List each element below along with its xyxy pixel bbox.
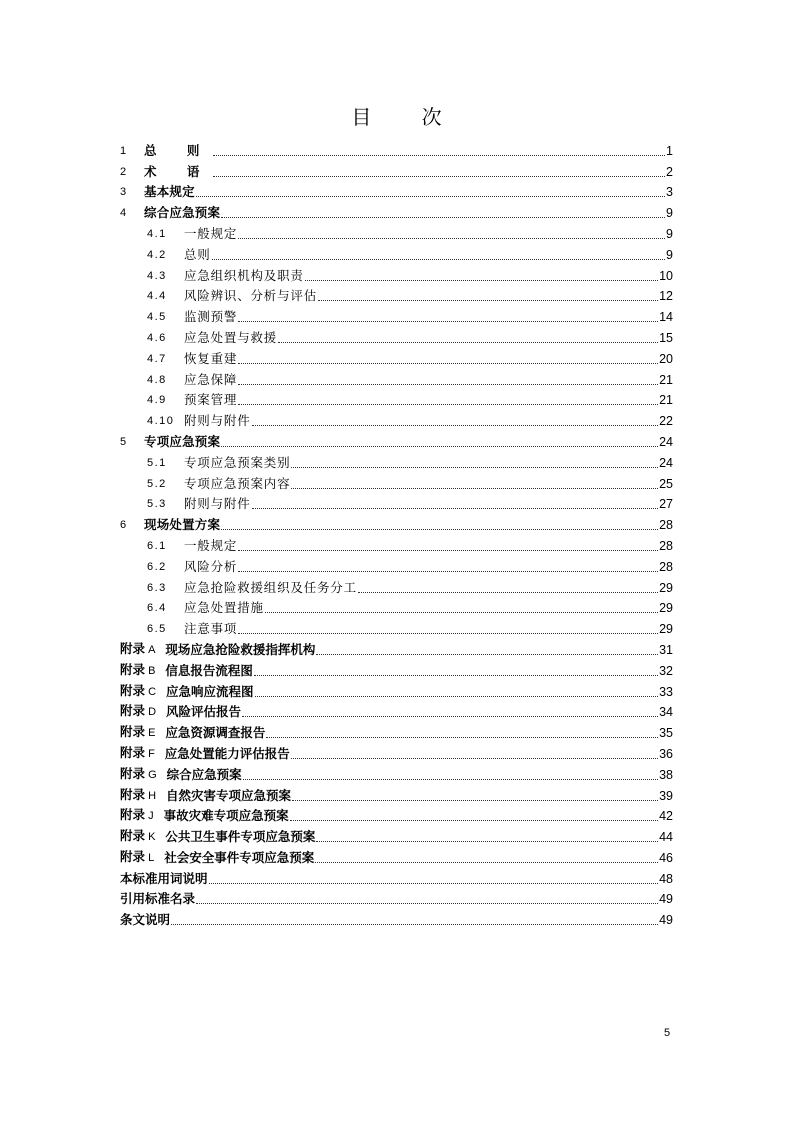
toc-entry-label bbox=[147, 247, 211, 263]
toc-entry-page: 21 bbox=[659, 372, 673, 387]
toc-entry-title: 基本规定 bbox=[144, 184, 195, 200]
toc-entry[interactable] bbox=[120, 325, 673, 346]
toc-entry-number: 5.2 bbox=[147, 477, 167, 490]
toc-entry-number bbox=[120, 641, 155, 658]
toc-entry-number: 4.4 bbox=[147, 290, 167, 303]
toc-entry-label bbox=[147, 288, 317, 304]
toc-entry[interactable] bbox=[120, 242, 673, 263]
toc-entry-page: 15 bbox=[659, 330, 673, 345]
toc-entry-page: 28 bbox=[659, 559, 673, 574]
toc-entry-title: 条文说明 bbox=[120, 912, 171, 928]
toc-entry-page: 29 bbox=[659, 622, 673, 637]
toc-entry-title: 事故灾难专项应急预案 bbox=[163, 808, 289, 824]
toc-entry-label bbox=[147, 621, 237, 637]
toc-entry-page: 3 bbox=[666, 185, 673, 200]
toc-entry-title: 应急资源调查报告 bbox=[165, 725, 266, 741]
dot-leader bbox=[238, 394, 658, 405]
toc-entry-page: 44 bbox=[659, 830, 673, 845]
toc-entry-number bbox=[120, 745, 155, 762]
toc-entry-page: 36 bbox=[659, 746, 673, 761]
toc-entry-label bbox=[120, 891, 195, 907]
toc-entry-label bbox=[120, 703, 241, 720]
dot-leader bbox=[221, 207, 665, 218]
toc-entry-number: 6.1 bbox=[147, 539, 167, 552]
toc-entry-label bbox=[120, 849, 314, 866]
toc-entry-title: 一般规定 bbox=[184, 537, 238, 553]
toc-entry[interactable] bbox=[120, 304, 673, 325]
toc-entry-number: 6 bbox=[120, 519, 127, 532]
toc-entry-page: 49 bbox=[659, 913, 673, 928]
toc-entry-page: 9 bbox=[666, 206, 673, 221]
toc-entry-page: 24 bbox=[659, 434, 673, 449]
dot-leader bbox=[252, 498, 659, 509]
toc-entry-label bbox=[147, 455, 290, 471]
toc-entry-page: 28 bbox=[659, 538, 673, 553]
table-of-contents bbox=[120, 138, 673, 928]
toc-entry[interactable] bbox=[120, 658, 673, 679]
toc-entry-title: 应急组织机构及职责 bbox=[184, 267, 304, 283]
toc-entry-page: 28 bbox=[659, 518, 673, 533]
toc-entry-label bbox=[147, 559, 237, 575]
toc-entry-label bbox=[120, 164, 212, 180]
dot-leader bbox=[213, 166, 665, 177]
dot-leader bbox=[305, 270, 658, 281]
toc-entry-number: 5 bbox=[120, 435, 127, 448]
toc-entry-label bbox=[120, 912, 170, 928]
toc-entry-title: 信息报告流程图 bbox=[165, 662, 253, 678]
toc-entry-label bbox=[147, 600, 264, 616]
toc-entry[interactable] bbox=[120, 700, 673, 721]
toc-entry-page: 25 bbox=[659, 476, 673, 491]
toc-entry-number: 4 bbox=[120, 207, 127, 220]
toc-entry-label bbox=[147, 351, 237, 367]
toc-entry-title: 总 则 bbox=[144, 142, 213, 158]
toc-entry-page: 9 bbox=[666, 226, 673, 241]
appendix-prefix: 附录 bbox=[120, 704, 146, 719]
toc-entry-number bbox=[120, 849, 154, 866]
toc-entry[interactable] bbox=[120, 616, 673, 637]
dot-leader bbox=[318, 290, 658, 301]
appendix-prefix: 附录 bbox=[120, 808, 146, 823]
page-title: 目 次 bbox=[351, 105, 464, 129]
appendix-prefix: 附录 bbox=[120, 787, 146, 802]
toc-entry-label bbox=[120, 871, 208, 887]
toc-entry-label bbox=[147, 580, 357, 596]
appendix-prefix: 附录 bbox=[120, 662, 146, 677]
toc-entry-label bbox=[120, 807, 289, 824]
toc-entry[interactable] bbox=[120, 907, 673, 928]
toc-entry-page: 49 bbox=[659, 892, 673, 907]
toc-entry-page: 31 bbox=[659, 642, 673, 657]
toc-entry-label bbox=[120, 143, 212, 159]
toc-entry-number: 4.8 bbox=[147, 373, 167, 386]
toc-entry[interactable] bbox=[120, 554, 673, 575]
toc-entry-page: 20 bbox=[659, 351, 673, 366]
toc-entry[interactable] bbox=[120, 450, 673, 471]
toc-entry-number bbox=[120, 766, 157, 783]
toc-entry-title: 风险分析 bbox=[184, 558, 238, 574]
toc-entry[interactable] bbox=[120, 596, 673, 617]
dot-leader bbox=[316, 644, 658, 655]
toc-entry-number: 4.6 bbox=[147, 331, 167, 344]
toc-entry-page: 10 bbox=[659, 268, 673, 283]
dot-leader bbox=[212, 249, 665, 260]
appendix-letter: G bbox=[145, 768, 157, 781]
toc-entry-page: 24 bbox=[659, 455, 673, 470]
toc-entry-title: 术 语 bbox=[144, 163, 213, 179]
toc-entry[interactable] bbox=[120, 408, 673, 429]
toc-entry-title: 附则与附件 bbox=[184, 413, 251, 429]
toc-entry[interactable] bbox=[120, 429, 673, 450]
toc-entry[interactable] bbox=[120, 824, 673, 845]
appendix-letter: K bbox=[145, 831, 156, 844]
dot-leader bbox=[238, 311, 658, 322]
toc-entry[interactable] bbox=[120, 720, 673, 741]
appendix-prefix: 附录 bbox=[120, 683, 146, 698]
toc-entry-label bbox=[120, 641, 315, 658]
dot-leader bbox=[238, 623, 658, 634]
toc-entry-title: 恢复重建 bbox=[184, 350, 238, 366]
appendix-letter: F bbox=[145, 747, 155, 760]
toc-entry-page: 1 bbox=[666, 143, 673, 158]
toc-entry[interactable] bbox=[120, 512, 673, 533]
toc-entry-label bbox=[120, 517, 220, 533]
toc-entry-number bbox=[120, 807, 154, 824]
toc-entry-label bbox=[120, 184, 195, 200]
toc-entry[interactable] bbox=[120, 200, 673, 221]
toc-entry-page: 29 bbox=[659, 580, 673, 595]
dot-leader bbox=[316, 831, 658, 842]
toc-entry[interactable] bbox=[120, 221, 673, 242]
toc-entry-page: 33 bbox=[659, 684, 673, 699]
appendix-prefix: 附录 bbox=[120, 641, 146, 656]
dot-leader bbox=[209, 873, 659, 884]
toc-entry-number: 4.9 bbox=[147, 394, 167, 407]
toc-entry-title: 现场应急抢险救援指挥机构 bbox=[165, 641, 316, 657]
toc-entry[interactable] bbox=[120, 783, 673, 804]
toc-entry-title: 自然灾害专项应急预案 bbox=[166, 787, 292, 803]
toc-entry[interactable] bbox=[120, 866, 673, 887]
appendix-letter: L bbox=[145, 851, 155, 864]
dot-leader bbox=[196, 186, 665, 197]
toc-entry-page: 32 bbox=[659, 663, 673, 678]
dot-leader bbox=[291, 478, 658, 489]
toc-entry-number: 6.3 bbox=[147, 581, 167, 594]
appendix-prefix: 附录 bbox=[120, 829, 146, 844]
dot-leader bbox=[252, 415, 659, 426]
toc-entry-page: 34 bbox=[659, 705, 673, 720]
dot-leader bbox=[315, 852, 658, 863]
toc-entry[interactable] bbox=[120, 741, 673, 762]
toc-entry-title: 应急抢险救援组织及任务分工 bbox=[184, 579, 357, 595]
toc-entry-number: 5.1 bbox=[147, 456, 167, 469]
appendix-prefix: 附录 bbox=[120, 745, 146, 760]
dot-leader bbox=[221, 436, 658, 447]
toc-entry[interactable] bbox=[120, 263, 673, 284]
toc-entry-label bbox=[147, 330, 277, 346]
toc-entry-page: 12 bbox=[659, 289, 673, 304]
appendix-letter: J bbox=[145, 810, 154, 823]
toc-entry-page: 42 bbox=[659, 809, 673, 824]
dot-leader bbox=[238, 228, 665, 239]
toc-entry-page: 39 bbox=[659, 788, 673, 803]
toc-entry-label bbox=[147, 226, 237, 242]
toc-entry-page: 29 bbox=[659, 601, 673, 616]
toc-entry[interactable] bbox=[120, 346, 673, 367]
toc-entry-title: 风险辨识、分析与评估 bbox=[184, 288, 318, 304]
toc-entry-page: 27 bbox=[659, 497, 673, 512]
dot-leader bbox=[238, 540, 658, 551]
dot-leader bbox=[292, 790, 658, 801]
dot-leader bbox=[213, 145, 665, 156]
toc-entry[interactable] bbox=[120, 887, 673, 908]
dot-leader bbox=[265, 602, 658, 613]
toc-entry-title: 应急响应流程图 bbox=[166, 683, 254, 699]
toc-entry-number: 4.5 bbox=[147, 311, 167, 324]
appendix-prefix: 附录 bbox=[120, 725, 146, 740]
appendix-prefix: 附录 bbox=[120, 849, 146, 864]
toc-entry-number: 5.3 bbox=[147, 498, 167, 511]
appendix-letter: A bbox=[145, 643, 156, 656]
toc-entry-title: 风险评估报告 bbox=[166, 704, 242, 720]
toc-entry-title: 应急处置与救援 bbox=[184, 329, 278, 345]
toc-entry-number: 6.2 bbox=[147, 560, 167, 573]
toc-entry-title: 专项应急预案类别 bbox=[184, 454, 291, 470]
appendix-letter: B bbox=[145, 664, 156, 677]
toc-entry[interactable] bbox=[120, 367, 673, 388]
dot-leader bbox=[290, 810, 659, 821]
toc-entry-number bbox=[120, 662, 155, 679]
dot-leader bbox=[242, 706, 658, 717]
dot-leader bbox=[254, 665, 658, 676]
appendix-letter: D bbox=[145, 706, 157, 719]
dot-leader bbox=[291, 457, 658, 468]
appendix-letter: E bbox=[145, 727, 156, 740]
dot-leader bbox=[266, 727, 658, 738]
toc-entry-label bbox=[120, 828, 315, 845]
page-number: 5 bbox=[664, 1027, 671, 1039]
toc-entry-title: 总则 bbox=[184, 246, 211, 262]
toc-entry-page: 35 bbox=[659, 726, 673, 741]
toc-entry-label bbox=[147, 476, 290, 492]
dot-leader bbox=[255, 686, 659, 697]
toc-entry-number bbox=[120, 724, 155, 741]
dot-leader bbox=[238, 374, 658, 385]
dot-leader bbox=[291, 748, 658, 759]
toc-entry-page: 46 bbox=[659, 850, 673, 865]
toc-entry[interactable] bbox=[120, 762, 673, 783]
toc-entry-label bbox=[147, 392, 237, 408]
toc-entry-title: 附则与附件 bbox=[184, 496, 251, 512]
toc-entry-label bbox=[147, 372, 237, 388]
toc-entry[interactable] bbox=[120, 637, 673, 658]
toc-entry-title: 监测预警 bbox=[184, 309, 238, 325]
toc-entry-number bbox=[120, 683, 156, 700]
toc-entry-title: 一般规定 bbox=[184, 225, 238, 241]
toc-entry-number: 4.10 bbox=[147, 415, 175, 428]
toc-entry-label bbox=[120, 205, 220, 221]
toc-entry-number: 6.4 bbox=[147, 602, 167, 615]
toc-entry-label bbox=[120, 683, 254, 700]
toc-entry-label bbox=[120, 766, 242, 783]
toc-entry-label bbox=[147, 268, 304, 284]
toc-entry-title: 公共卫生事件专项应急预案 bbox=[165, 829, 316, 845]
toc-entry-number: 3 bbox=[120, 186, 127, 199]
dot-leader bbox=[358, 582, 658, 593]
toc-entry-title: 综合应急预案 bbox=[144, 205, 221, 221]
toc-entry[interactable] bbox=[120, 471, 673, 492]
toc-entry[interactable] bbox=[120, 845, 673, 866]
dot-leader bbox=[278, 332, 658, 343]
toc-entry-page: 9 bbox=[666, 247, 673, 262]
appendix-letter: C bbox=[145, 685, 157, 698]
toc-entry-page: 22 bbox=[659, 414, 673, 429]
dot-leader bbox=[196, 893, 658, 904]
toc-entry-label bbox=[147, 538, 237, 554]
toc-entry-title: 注意事项 bbox=[184, 621, 238, 637]
toc-entry-label bbox=[120, 787, 291, 804]
toc-entry[interactable] bbox=[120, 138, 673, 159]
toc-entry-page: 2 bbox=[666, 164, 673, 179]
toc-entry[interactable] bbox=[120, 492, 673, 513]
toc-entry-label bbox=[120, 745, 290, 762]
toc-entry-title: 预案管理 bbox=[184, 392, 238, 408]
toc-entry[interactable] bbox=[120, 575, 673, 596]
dot-leader bbox=[243, 769, 658, 780]
toc-entry-label bbox=[147, 496, 251, 512]
dot-leader bbox=[171, 914, 658, 925]
toc-entry-number: 4.3 bbox=[147, 269, 167, 282]
toc-entry-label bbox=[120, 662, 253, 679]
toc-entry-label bbox=[147, 413, 251, 429]
toc-entry-title: 社会安全事件专项应急预案 bbox=[164, 849, 315, 865]
toc-entry-page: 21 bbox=[659, 393, 673, 408]
toc-entry-number bbox=[120, 703, 156, 720]
dot-leader bbox=[238, 353, 658, 364]
toc-entry-title: 引用标准名录 bbox=[120, 891, 196, 907]
toc-entry-title: 现场处置方案 bbox=[144, 517, 221, 533]
toc-entry-title: 综合应急预案 bbox=[166, 766, 242, 782]
toc-entry-label bbox=[120, 724, 265, 741]
toc-entry[interactable] bbox=[120, 804, 673, 825]
toc-entry-number: 4.2 bbox=[147, 248, 167, 261]
toc-entry-page: 14 bbox=[659, 310, 673, 325]
toc-entry-number: 4.7 bbox=[147, 352, 167, 365]
appendix-prefix: 附录 bbox=[120, 766, 146, 781]
toc-entry[interactable] bbox=[120, 284, 673, 305]
toc-entry-title: 应急处置措施 bbox=[184, 600, 264, 616]
toc-entry-number: 6.5 bbox=[147, 623, 167, 636]
toc-entry-title: 应急处置能力评估报告 bbox=[164, 745, 290, 761]
toc-entry-label bbox=[120, 434, 220, 450]
toc-entry-page: 48 bbox=[659, 871, 673, 886]
toc-entry-page: 38 bbox=[659, 767, 673, 782]
dot-leader bbox=[221, 519, 658, 530]
toc-entry[interactable] bbox=[120, 159, 673, 180]
toc-entry-number: 4.1 bbox=[147, 227, 167, 240]
toc-entry[interactable] bbox=[120, 679, 673, 700]
toc-entry-title: 本标准用词说明 bbox=[120, 870, 208, 886]
appendix-letter: H bbox=[145, 789, 157, 802]
toc-entry-title: 应急保障 bbox=[184, 371, 238, 387]
toc-entry-number bbox=[120, 787, 156, 804]
toc-entry-number: 2 bbox=[120, 165, 127, 178]
toc-entry[interactable] bbox=[120, 180, 673, 201]
toc-entry-number bbox=[120, 828, 155, 845]
toc-entry-title: 专项应急预案内容 bbox=[184, 475, 291, 491]
toc-entry[interactable] bbox=[120, 388, 673, 409]
dot-leader bbox=[238, 561, 658, 572]
toc-entry-number: 1 bbox=[120, 144, 127, 157]
toc-entry[interactable] bbox=[120, 533, 673, 554]
toc-entry-title: 专项应急预案 bbox=[144, 433, 221, 449]
toc-entry-label bbox=[147, 309, 237, 325]
